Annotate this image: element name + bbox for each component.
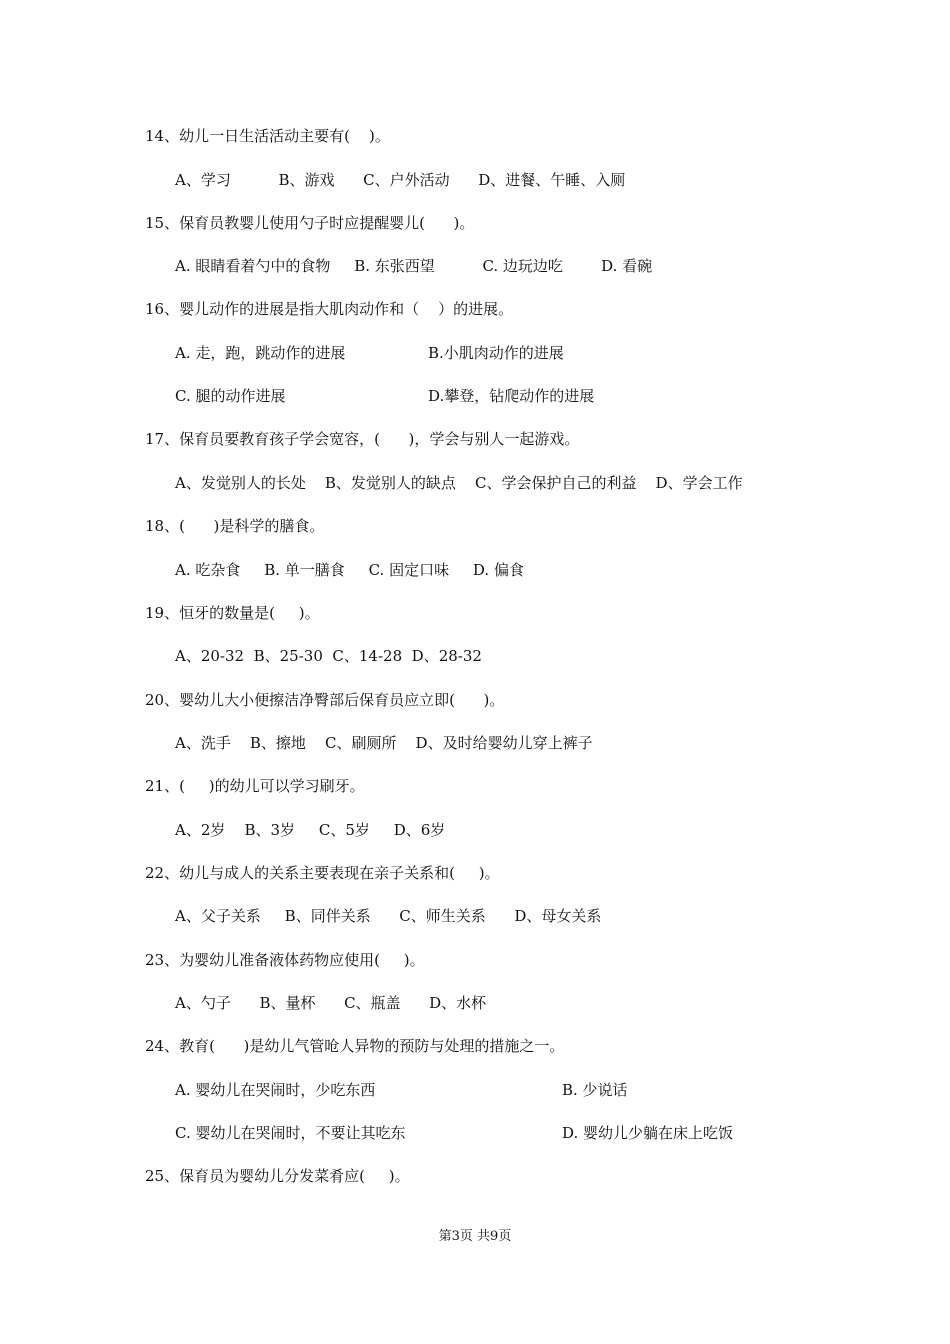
question-24-stem: 24、教育( )是幼儿气管呛人异物的预防与处理的措施之一。 — [145, 1037, 565, 1055]
question-18-stem: 18、( )是科学的膳食。 — [145, 517, 325, 535]
question-14-options: A、学习 B、游戏 C、户外活动 D、进餐、午睡、入厕 — [175, 171, 626, 189]
question-24-option-d: D. 婴幼儿少躺在床上吃饭 — [562, 1124, 734, 1142]
question-18-options: A. 吃杂食 B. 单一膳食 C. 固定口味 D. 偏食 — [175, 561, 524, 579]
question-21-options: A、2岁 B、3岁 C、5岁 D、6岁 — [175, 821, 446, 839]
question-23-stem: 23、为婴幼儿准备液体药物应使用( )。 — [145, 951, 425, 969]
question-17-options: A、发觉别人的长处 B、发觉别人的缺点 C、学会保护自己的利益 D、学会工作 — [175, 474, 743, 492]
question-24-option-b: B. 少说话 — [562, 1081, 628, 1099]
question-24-option-c: C. 婴幼儿在哭闹时，不要让其吃东 — [175, 1124, 406, 1142]
question-19-options: A、20-32 B、25-30 C、14-28 D、28-32 — [175, 647, 482, 665]
question-16-option-d: D.攀登，钻爬动作的进展 — [428, 387, 595, 405]
question-14-stem: 14、幼儿一日生活活动主要有( )。 — [145, 127, 390, 145]
question-15-options: A. 眼睛看着勺中的食物 B. 东张西望 C. 边玩边吃 D. 看碗 — [175, 257, 653, 275]
question-21-stem: 21、( )的幼儿可以学习刷牙。 — [145, 777, 365, 795]
question-16-stem: 16、婴儿动作的进展是指大肌肉动作和（ ）的进展。 — [145, 300, 514, 318]
question-20-stem: 20、婴幼儿大小便擦洁净臀部后保育员应立即( )。 — [145, 691, 505, 709]
question-23-options: A、勺子 B、量杯 C、瓶盖 D、水杯 — [175, 994, 487, 1012]
question-25-stem: 25、保育员为婴幼儿分发菜肴应( )。 — [145, 1167, 410, 1185]
question-15-stem: 15、保育员教婴儿使用勺子时应提醒婴儿( )。 — [145, 214, 475, 232]
question-24-option-a: A. 婴幼儿在哭闹时，少吃东西 — [175, 1081, 376, 1099]
page-number-footer: 第3页 共9页 — [438, 1229, 512, 1244]
question-16-option-a: A. 走，跑，跳动作的进展 — [175, 344, 346, 362]
question-22-options: A、父子关系 B、同伴关系 C、师生关系 D、母女关系 — [175, 907, 602, 925]
question-20-options: A、洗手 B、擦地 C、刷厕所 D、及时给婴幼儿穿上裤子 — [175, 734, 593, 752]
question-19-stem: 19、恒牙的数量是( )。 — [145, 604, 320, 622]
question-16-option-b: B.小肌肉动作的进展 — [428, 344, 564, 362]
question-17-stem: 17、保育员要教育孩子学会宽容，( )，学会与别人一起游戏。 — [145, 430, 580, 448]
question-16-option-c: C. 腿的动作进展 — [175, 387, 286, 405]
question-22-stem: 22、幼儿与成人的关系主要表现在亲子关系和( )。 — [145, 864, 500, 882]
